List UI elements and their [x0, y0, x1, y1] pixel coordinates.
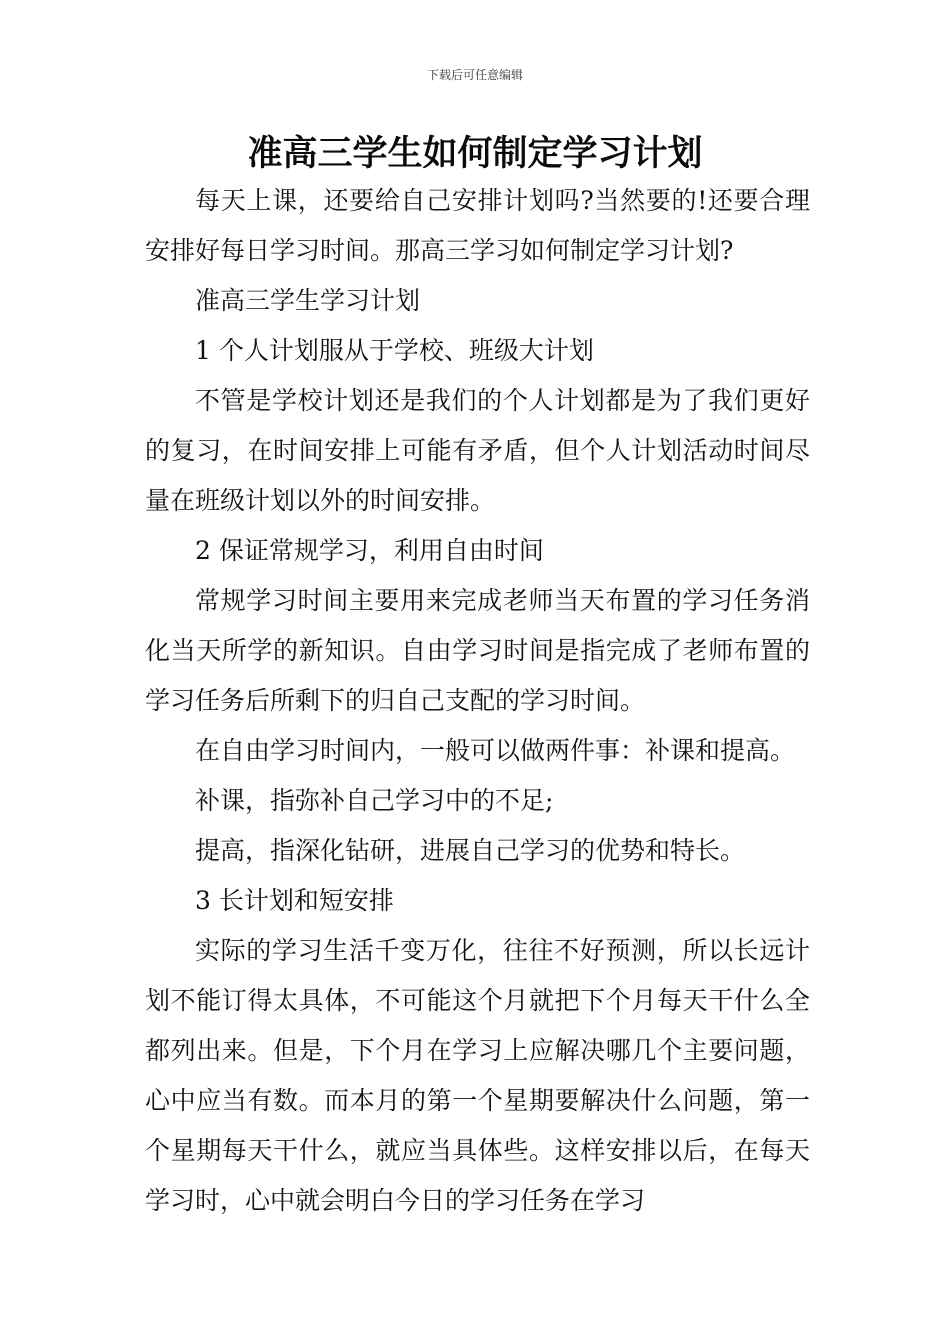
document-body: [145, 176, 810, 1226]
section-heading: 3 长计划和短安排: [195, 886, 394, 915]
section-heading: 1 个人计划服从于学校、班级大计划: [195, 336, 594, 365]
header-note: 下载后可任意编辑: [426, 68, 523, 82]
paragraph: 补课，指弥补自己学习中的不足;: [195, 786, 554, 815]
document-title: 准高三学生如何制定学习计划: [247, 134, 703, 174]
section-heading: 准高三学生学习计划: [195, 286, 421, 315]
paragraph: 提高，指深化钻研，进展自己学习的优势和特长。: [195, 836, 746, 865]
paragraph: 实际的学习生活千变万化，往往不好预测，所以长远计划不能订得太具体，不可能这个月就把下个月每天干什么全都列出来。但是，下个月在学习上应解决哪几个主要问题，心中应当有数。而本月的第一个星期要解决什么问题，第一个星期每天干什么，就应当具体些。这样安排以后，在每天学习时，心中就会明白今日的学习任务在学习: [145, 936, 810, 1215]
paragraph: 每天上课，还要给自己安排计划吗?当然要的!还要合理安排好每日学习时间。那高三学习如何制定学习计划?: [145, 186, 810, 265]
paragraph: 在自由学习时间内，一般可以做两件事：补课和提高。: [195, 736, 796, 765]
paragraph: 不管是学校计划还是我们的个人计划都是为了我们更好的复习，在时间安排上可能有矛盾，但个人计划活动时间尽量在班级计划以外的时间安排。: [145, 386, 810, 515]
section-heading: 2 保证常规学习，利用自由时间: [195, 536, 544, 565]
paragraph: 常规学习时间主要用来完成老师当天布置的学习任务消化当天所学的新知识。自由学习时间是指完成了老师布置的学习任务后所剩下的归自己支配的学习时间。: [145, 586, 810, 715]
